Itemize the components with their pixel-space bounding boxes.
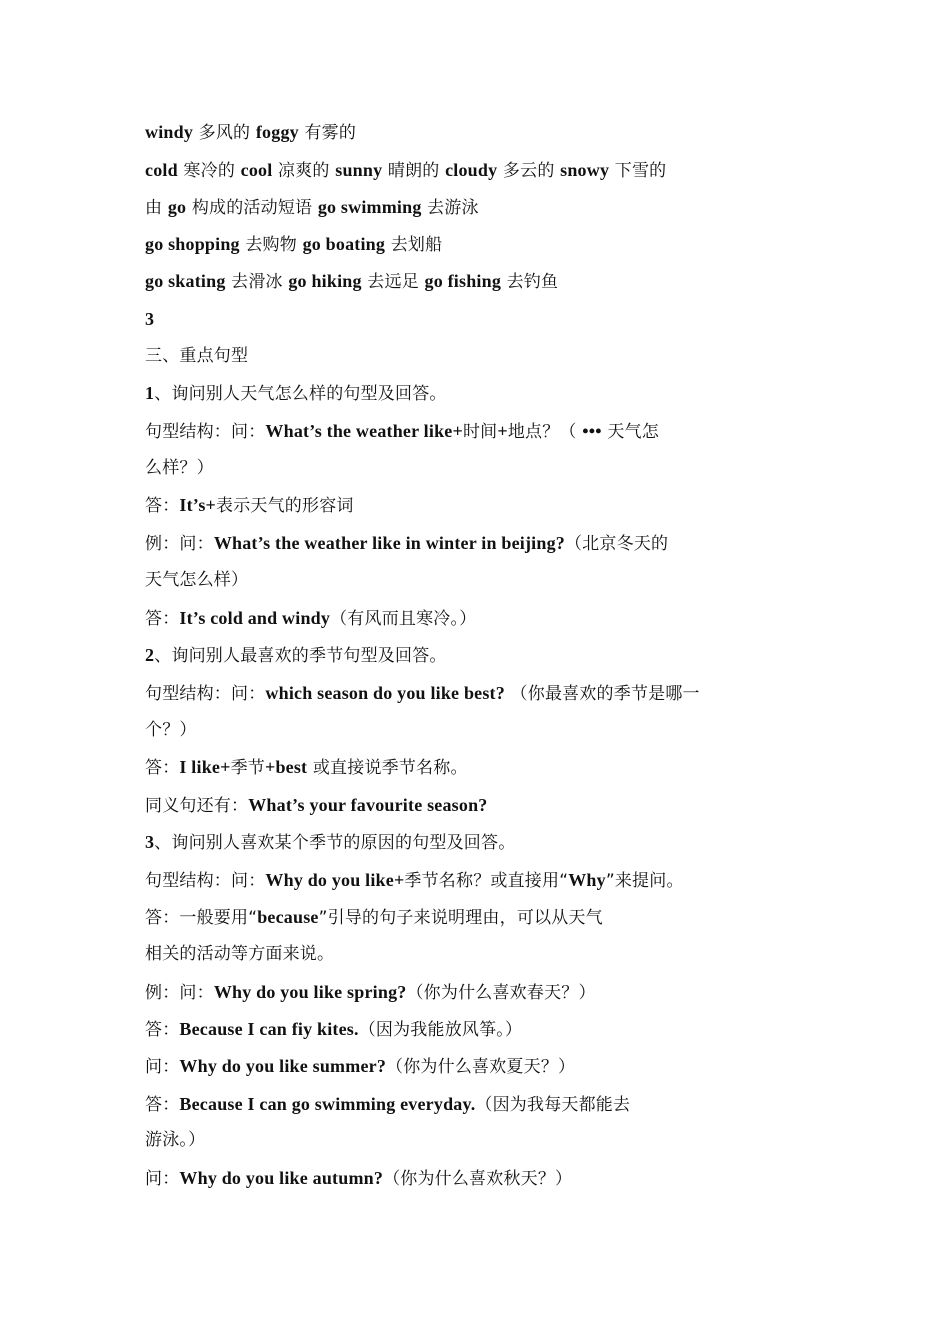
text-segment: 答： [145,609,180,629]
bold-text: ••• [582,421,602,441]
text-line [145,1163,572,1193]
text-segment: 相关的活动等方面来说。 [145,944,335,964]
text-segment: （你最喜欢的季节是哪一 [504,684,700,704]
bold-text: I like+ [179,757,231,777]
bold-text: which season do you like best? [265,683,505,703]
text-line [145,229,442,259]
text-segment: 问： [145,1169,180,1189]
bold-text: What’s the weather like+ [265,421,463,441]
text-line [145,453,214,483]
text-segment: 同义句还有： [145,796,249,816]
bold-text: Why do you like+ [265,870,405,890]
bold-text: +best [264,757,308,777]
text-segment: （有风而且寒冷。） [330,609,477,629]
text-segment: 去滑冰 [225,272,289,292]
text-segment: 、询问别人喜欢某个季节的原因的句型及回答。 [154,833,516,853]
text-segment: 表示天气的形容词 [216,496,354,516]
text-line [145,752,468,782]
bold-text: go skating [145,271,226,291]
bold-text: cool [240,160,273,180]
bold-text: It’s+ [179,495,216,515]
bold-text: It’s cold and windy [179,608,331,628]
text-segment: （你为什么喜欢秋天？） [383,1169,573,1189]
bold-text: + [497,421,508,441]
text-segment: 么样？） [145,458,214,478]
text-segment: 晴朗的 [382,161,446,181]
text-segment: 去钓鱼 [501,272,559,292]
text-line [145,715,197,745]
text-line [145,192,479,222]
text-line [145,827,515,857]
bold-text: Why do you like summer? [179,1056,387,1076]
text-segment: （你为什么喜欢夏天？） [386,1057,576,1077]
bold-text: Because I can go swimming everyday. [179,1094,476,1114]
bold-text: go [167,197,187,217]
text-line [145,1125,205,1155]
bold-text: snowy [560,160,610,180]
bold-text: cloudy [445,160,498,180]
text-line [145,790,488,820]
text-segment: 问： [145,1057,180,1077]
text-segment: 凉爽的 [272,161,336,181]
bold-text: Why [568,870,606,890]
text-segment: 去划船 [385,235,443,255]
bold-text: What’s the weather like in winter in beijing? [213,533,565,553]
text-line [145,1014,522,1044]
text-segment: 多云的 [497,161,561,181]
bold-text: sunny [335,160,383,180]
text-line [145,490,354,520]
bold-text: because [257,907,319,927]
text-line [145,1051,575,1081]
text-line [145,117,356,147]
text-segment: 构成的活动短语 [186,198,318,218]
text-line [145,1089,630,1119]
text-segment: 答： [145,496,180,516]
text-line [145,977,596,1007]
text-segment: 去购物 [239,235,303,255]
text-segment: 季节名称？或直接用“ [404,871,569,891]
text-segment: 句型结构：问： [145,684,266,704]
text-line [145,378,447,408]
text-segment: 或直接说季节名称。 [307,758,468,778]
text-segment: 季节 [230,758,265,778]
text-segment: （你为什么喜欢春天？） [406,983,596,1003]
text-segment: 答： [145,758,180,778]
bold-text: go swimming [317,197,422,217]
bold-text: foggy [255,122,299,142]
text-line [145,640,447,670]
text-segment: 游泳。） [145,1130,206,1150]
text-segment: 去远足 [361,272,425,292]
text-segment: 天气怎么样） [145,570,249,590]
text-segment: 个？） [145,720,197,740]
text-segment: 时间 [462,422,498,442]
text-segment: 去游泳 [421,198,479,218]
bold-text: 2 [145,645,155,665]
bold-text: 3 [145,832,155,852]
text-segment: 例：问： [145,983,214,1003]
text-segment: 答： [145,1095,180,1115]
bold-text: Why do you like spring? [213,982,407,1002]
bold-text: 3 [145,309,155,329]
bold-text: What’s your favourite season? [248,795,488,815]
bold-text: go shopping [145,234,240,254]
text-segment: 句型结构：问： [145,871,266,891]
text-line [145,902,603,932]
text-line [145,678,700,708]
bold-text: cold [145,160,178,180]
text-segment: 地点？（ [507,422,583,442]
text-line [145,865,684,895]
text-segment: （北京冬天的 [564,534,669,554]
text-line [145,603,476,633]
text-segment: 句型结构：问： [145,422,266,442]
text-line [145,416,659,446]
text-segment: 、询问别人天气怎么样的句型及回答。 [154,384,447,404]
text-line [145,304,154,334]
text-segment: 多风的 [193,123,256,143]
text-line [145,528,668,558]
text-segment: ”引导的句子来说明理由，可以从天气 [318,908,603,928]
text-line [145,939,334,969]
text-segment: （因为我每天都能去 [475,1095,631,1115]
text-line [145,266,558,296]
text-segment: 由 [145,198,168,218]
text-segment: 下雪的 [609,161,667,181]
text-segment: 例：问： [145,534,214,554]
text-segment: 寒冷的 [177,161,241,181]
text-segment: 有雾的 [298,123,357,143]
bold-text: go boating [302,234,386,254]
text-segment: ”来提问。 [605,871,684,891]
text-segment: 、询问别人最喜欢的季节句型及回答。 [154,646,447,666]
text-line [145,155,666,185]
text-segment: 天气怎 [601,422,659,442]
bold-text: 1 [145,383,155,403]
text-segment: 三、重点句型 [145,346,249,366]
text-segment: （因为我能放风筝。） [358,1020,523,1040]
bold-text: Why do you like autumn? [179,1168,384,1188]
bold-text: windy [145,122,194,142]
text-line [145,341,248,371]
text-segment: 答： [145,1020,180,1040]
bold-text: go fishing [424,271,502,291]
bold-text: go hiking [288,271,362,291]
text-line [145,565,248,595]
bold-text: Because I can fiy kites. [179,1019,359,1039]
text-segment: 答：一般要用“ [145,908,258,928]
